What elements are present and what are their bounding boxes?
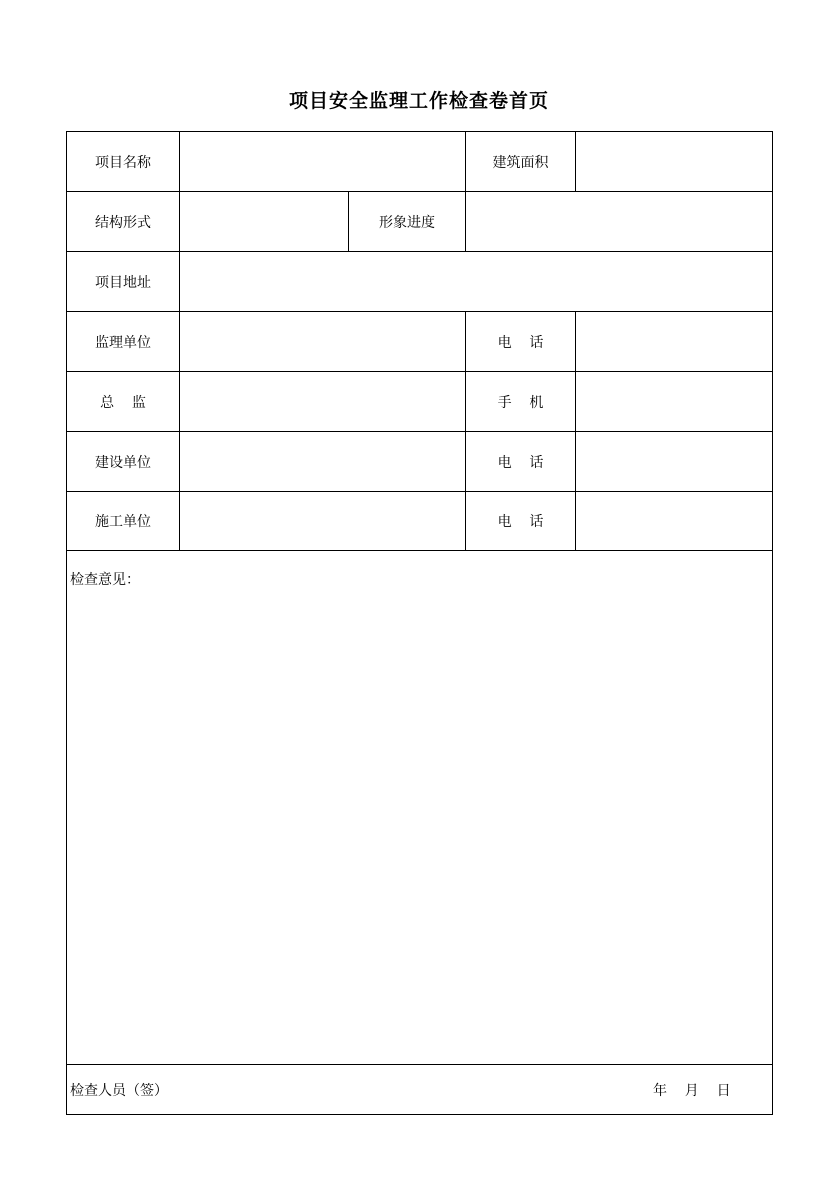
page-title: 项目安全监理工作检查卷首页	[288, 90, 549, 112]
owner-phone-label: 电 话	[466, 432, 576, 492]
supervision-unit-label: 监理单位	[67, 312, 180, 372]
mobile-label: 手 机	[466, 372, 576, 432]
supervision-unit-field[interactable]	[180, 312, 466, 372]
inspector-signature-label: 检查人员（签）	[70, 1083, 168, 1099]
address-field[interactable]	[180, 252, 772, 312]
contractor-phone-field[interactable]	[576, 492, 772, 550]
building-area-label: 建筑面积	[466, 132, 576, 192]
mobile-field[interactable]	[576, 372, 772, 432]
construction-owner-field[interactable]	[180, 432, 466, 492]
supervision-phone-field[interactable]	[576, 312, 772, 372]
date-label: 年 月 日	[653, 1083, 731, 1099]
construction-owner-label: 建设单位	[67, 432, 180, 492]
contractor-phone-label: 电 话	[466, 492, 576, 550]
info-table	[66, 131, 773, 551]
contractor-field[interactable]	[180, 492, 466, 550]
chief-supervisor-field[interactable]	[180, 372, 466, 432]
project-name-label: 项目名称	[67, 132, 180, 192]
contractor-label: 施工单位	[67, 492, 180, 550]
inspection-opinion-box[interactable]	[66, 551, 773, 1065]
signature-row	[66, 1065, 773, 1115]
project-name-field[interactable]	[180, 132, 466, 192]
supervision-phone-label: 电 话	[466, 312, 576, 372]
chief-supervisor-label: 总 监	[67, 372, 180, 432]
inspection-opinion-label: 检查意见：	[70, 572, 140, 588]
progress-label: 形象进度	[349, 192, 466, 252]
building-area-field[interactable]	[576, 132, 772, 192]
structure-label: 结构形式	[67, 192, 180, 252]
progress-field[interactable]	[466, 192, 772, 252]
structure-field[interactable]	[180, 192, 349, 252]
address-label: 项目地址	[67, 252, 180, 312]
owner-phone-field[interactable]	[576, 432, 772, 492]
